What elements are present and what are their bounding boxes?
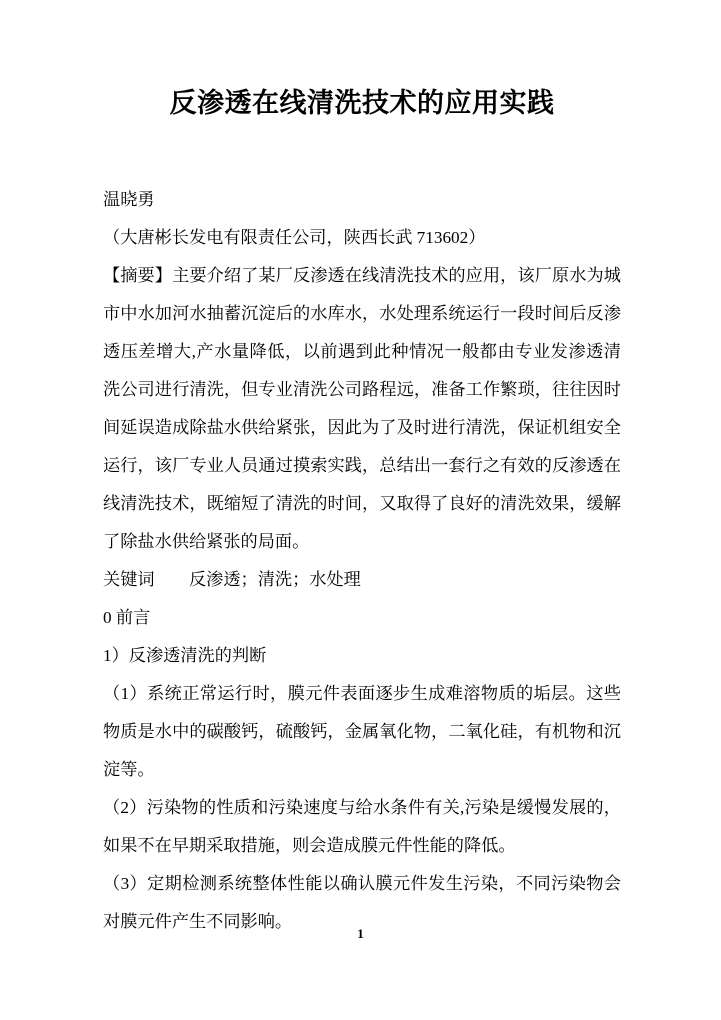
abstract-paragraph: 【摘要】主要介绍了某厂反渗透在线清洗技术的应用，该厂原水为城市中水加河水抽蓄沉淀后的水库水，水处理系统运行一段时间后反渗透压差增大,产水量降低，以前遇到此种情况一般都由专业发渗透清洗公司进行清洗，但专业清洗公司路程远，准备工作繁琐，往往因时间延误造成除盐水供给紧张，因此为了及时进行清洗，保证机组安全运行，该厂专业人员通过摸索实践，总结出一套行之有效的反渗透在线清洗技术，既缩短了清洗的时间，又取得了良好的清洗效果，缓解了除盐水供给紧张的局面。	[103, 266, 621, 552]
title-spacer	[103, 141, 621, 181]
document-content	[103, 0, 621, 941]
author-name: 温晓勇	[103, 190, 155, 210]
keywords-line: 关键词 反渗透；清洗；水处理	[103, 570, 361, 590]
section-heading-cleaning-judgment: 1）反渗透清洗的判断	[103, 646, 267, 666]
page-title: 反渗透在线清洗技术的应用实践	[169, 88, 555, 118]
body-paragraph-item-3: （3）定期检测系统整体性能以确认膜元件发生污染，不同污染物会对膜元件产生不同影响。	[103, 874, 621, 932]
body-paragraph-item-2: （2）污染物的性质和污染速度与给水条件有关,污染是缓慢发展的，如果不在早期采取措施，则会造成膜元件性能的降低。	[103, 798, 621, 856]
section-heading-preface: 0 前言	[103, 608, 151, 628]
affiliation: （大唐彬长发电有限责任公司，陕西长武 713602）	[103, 228, 486, 248]
body-paragraph-item-1: （1）系统正常运行时，膜元件表面逐步生成难溶物质的垢层。这些物质是水中的碳酸钙，硫酸钙，金属氧化物，二氧化硅，有机物和沉淀等。	[103, 684, 621, 780]
page-number: 1	[357, 926, 364, 941]
